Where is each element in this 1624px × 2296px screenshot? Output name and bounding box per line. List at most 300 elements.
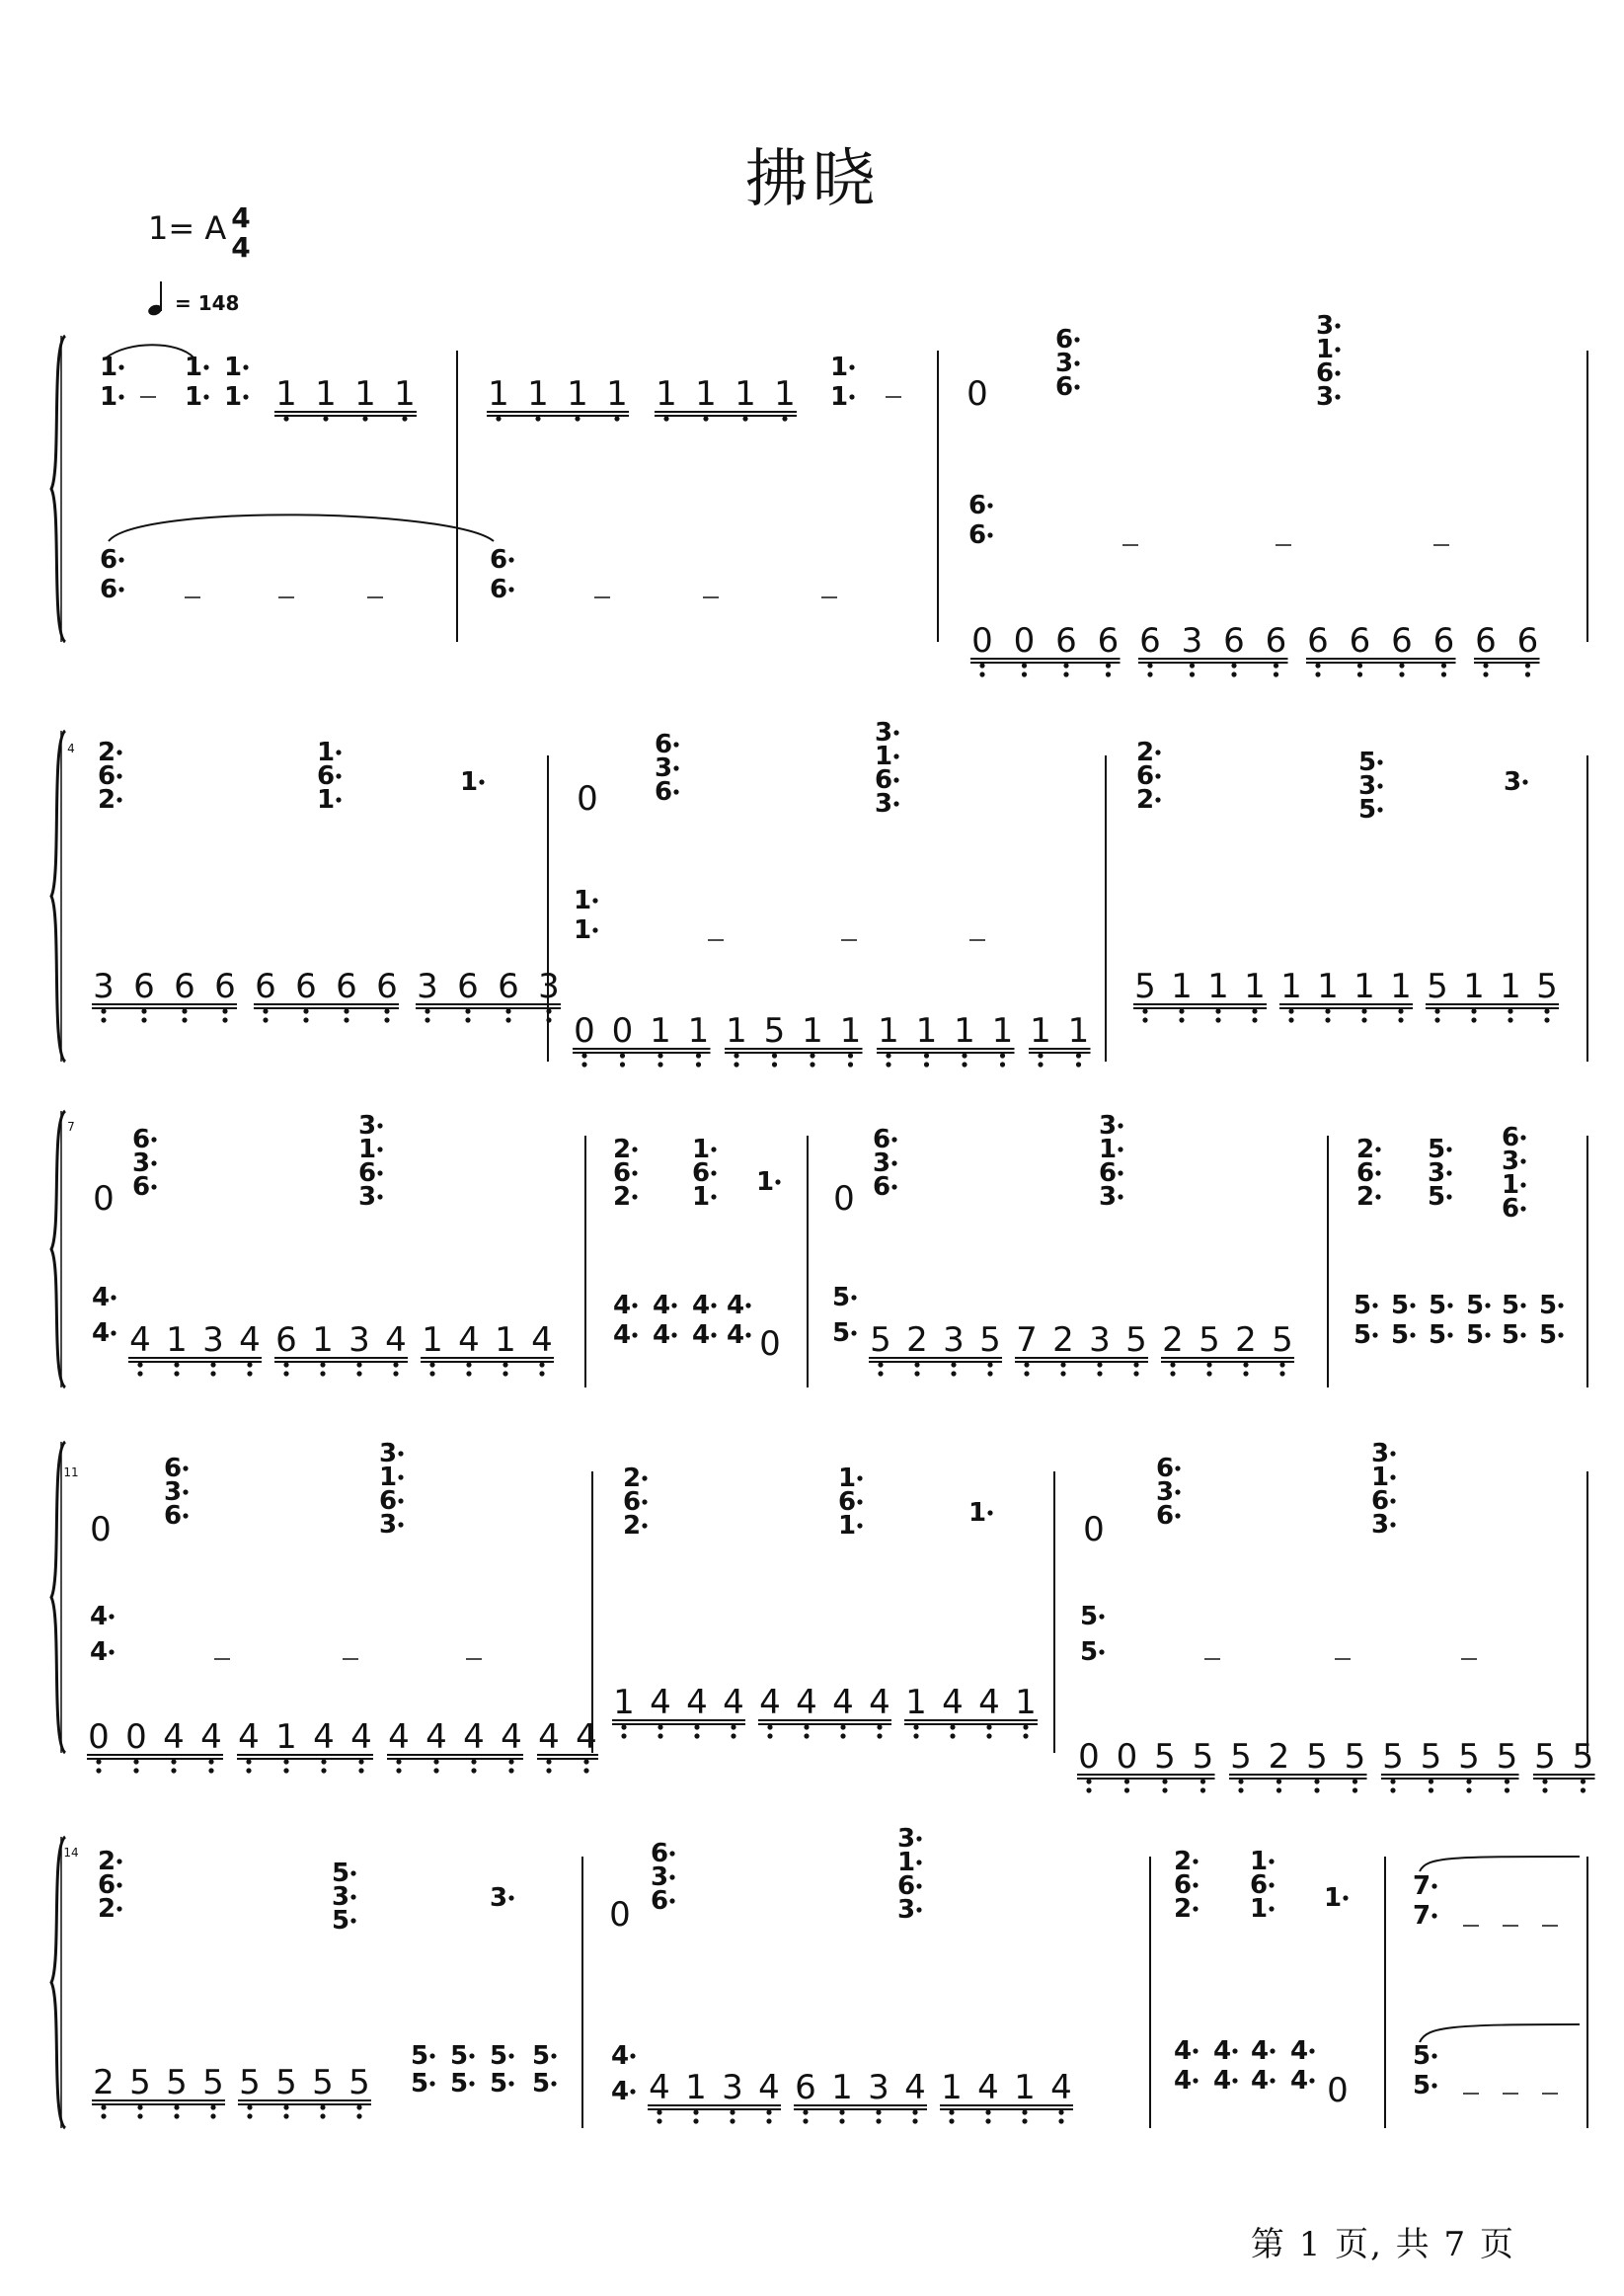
- octave-dot: [1076, 1053, 1081, 1058]
- octave-dot: [782, 416, 787, 421]
- chord-note: 6: [691, 1158, 711, 1188]
- octave-dot: [696, 1053, 701, 1058]
- octave-dot: [1024, 1362, 1029, 1367]
- chord-note: 6: [357, 1158, 377, 1188]
- octave-dot: [1429, 1787, 1433, 1792]
- page-number: 第 1 页, 共 7 页: [1250, 2225, 1515, 2264]
- augmentation-dot: [111, 1330, 116, 1335]
- octave-dot: [1097, 1362, 1102, 1367]
- chord-note: 1: [184, 353, 203, 382]
- chord-note: 6: [1155, 1501, 1175, 1531]
- octave-dot: [1200, 1787, 1205, 1792]
- chord-note: 6: [612, 1158, 632, 1188]
- augmentation-dot: [1232, 2078, 1237, 2083]
- octave-dot: [1434, 1008, 1439, 1013]
- measure-number: 7: [67, 1120, 75, 1134]
- chord-note: 4: [1173, 2036, 1193, 2066]
- octave-dot: [657, 1062, 662, 1067]
- octave-dot: [182, 1008, 187, 1013]
- octave-dot: [1466, 1779, 1471, 1783]
- octave-dot: [1086, 1779, 1091, 1783]
- octave-dot: [425, 1017, 429, 1022]
- octave-dot: [433, 1759, 438, 1764]
- chord-note: 1: [1323, 1883, 1343, 1913]
- chord-note: 1: [316, 785, 336, 815]
- augmentation-dot: [673, 742, 678, 747]
- octave-dot: [575, 416, 580, 421]
- time-signature-top: 4: [231, 201, 251, 234]
- octave-dot: [283, 2113, 288, 2118]
- octave-dot: [433, 1768, 438, 1773]
- octave-dot: [1179, 1017, 1184, 1022]
- augmentation-dot: [1447, 1303, 1452, 1307]
- augmentation-dot: [1390, 1474, 1395, 1479]
- augmentation-dot: [1558, 1332, 1563, 1337]
- jianpu-note: 4: [388, 1717, 410, 1757]
- octave-dot: [321, 1759, 326, 1764]
- octave-dot: [803, 2118, 808, 2123]
- jianpu-note: 5: [1154, 1737, 1176, 1777]
- jianpu-note: 7: [1016, 1320, 1038, 1360]
- octave-dot: [356, 1371, 361, 1376]
- octave-dot: [1063, 672, 1068, 676]
- octave-dot: [539, 1362, 544, 1367]
- jianpu-note: 5: [1536, 967, 1558, 1006]
- jianpu-note: 4: [531, 1320, 553, 1360]
- octave-dot: [402, 416, 407, 421]
- chord-note: 3: [357, 1182, 377, 1212]
- octave-dot: [742, 416, 747, 421]
- chord-note: 6: [97, 1870, 116, 1900]
- augmentation-dot: [336, 773, 341, 778]
- octave-dot: [1441, 663, 1446, 668]
- augmentation-dot: [632, 1303, 637, 1307]
- jianpu-note: 0: [1078, 1737, 1100, 1777]
- augmentation-dot: [116, 773, 121, 778]
- jianpu-note: 3: [943, 1320, 965, 1360]
- augmentation-dot: [151, 1137, 156, 1142]
- octave-dot: [703, 416, 708, 421]
- octave-dot: [694, 1724, 699, 1729]
- octave-dot: [731, 1724, 735, 1729]
- octave-dot: [247, 2104, 252, 2109]
- octave-dot: [101, 2113, 106, 2118]
- jianpu-note: 3: [538, 967, 560, 1006]
- octave-dot: [246, 1759, 251, 1764]
- augmentation-dot: [673, 765, 678, 770]
- jianpu-note: 5: [1382, 1737, 1404, 1777]
- chord-note: 4: [612, 1291, 632, 1320]
- octave-dot: [878, 1362, 883, 1367]
- jianpu-note: 1: [1207, 967, 1229, 1006]
- chord-note: 2: [1355, 1182, 1375, 1212]
- octave-dot: [283, 2104, 288, 2109]
- tie-arc: [1420, 1857, 1580, 1871]
- octave-dot: [539, 1371, 544, 1376]
- measure-number: 4: [67, 742, 75, 755]
- augmentation-dot: [118, 394, 123, 399]
- octave-dot: [503, 1362, 507, 1367]
- jianpu-note: 2: [1162, 1320, 1184, 1360]
- chord-note: 6: [967, 491, 987, 520]
- octave-dot: [1314, 1787, 1319, 1792]
- octave-dot: [663, 416, 668, 421]
- octave-dot: [466, 1362, 471, 1367]
- octave-dot: [303, 1008, 308, 1013]
- chord-note: 1: [1370, 1463, 1390, 1492]
- chord-note: 1: [1501, 1170, 1520, 1200]
- chord-note: 1: [316, 738, 336, 767]
- jianpu-note: 0: [125, 1717, 147, 1757]
- chord-note: 5: [531, 2041, 551, 2071]
- octave-dot: [657, 2118, 661, 2123]
- jianpu-note: 5: [1344, 1737, 1366, 1777]
- octave-dot: [1353, 1779, 1357, 1783]
- augmentation-dot: [118, 364, 123, 369]
- augmentation-dot: [592, 927, 597, 932]
- jianpu-note: 6: [174, 967, 195, 1006]
- augmentation-dot: [669, 1874, 674, 1879]
- octave-dot: [1390, 1787, 1395, 1792]
- augmentation-dot: [508, 2053, 513, 2058]
- octave-dot: [246, 1768, 251, 1773]
- jianpu-note: 4: [385, 1320, 407, 1360]
- jianpu-note: 1: [275, 374, 297, 414]
- augmentation-dot: [775, 1179, 780, 1184]
- octave-dot: [210, 2104, 215, 2109]
- augmentation-dot: [1232, 2048, 1237, 2053]
- chord-note: 5: [1353, 1320, 1372, 1350]
- octave-dot: [362, 416, 367, 421]
- augmentation-dot: [377, 1123, 382, 1128]
- augmentation-dot: [1099, 1614, 1104, 1619]
- augmentation-dot: [1193, 1882, 1198, 1887]
- octave-dot: [1170, 1371, 1175, 1376]
- augmentation-dot: [711, 1147, 716, 1151]
- octave-dot: [1023, 1733, 1028, 1738]
- octave-dot: [886, 1062, 890, 1067]
- augmentation-dot: [1335, 394, 1340, 399]
- chord-note: 3: [654, 753, 673, 783]
- chord-note: 6: [1054, 325, 1074, 355]
- augmentation-dot: [1375, 1170, 1380, 1175]
- augmentation-dot: [851, 1330, 856, 1335]
- octave-dot: [810, 1062, 814, 1067]
- octave-dot: [1361, 1017, 1366, 1022]
- jianpu-note: 3: [93, 967, 115, 1006]
- augmentation-dot: [1175, 1465, 1180, 1470]
- octave-dot: [321, 1768, 326, 1773]
- jianpu-note: 6: [1055, 621, 1077, 661]
- octave-dot: [210, 2113, 215, 2118]
- jianpu-note: 4: [832, 1683, 854, 1722]
- octave-dot: [503, 1371, 507, 1376]
- octave-dot: [1288, 1017, 1293, 1022]
- jianpu-note: 6: [376, 967, 398, 1006]
- octave-dot: [620, 1053, 625, 1058]
- chord-note: 3: [650, 1862, 669, 1892]
- chord-note: 1: [1249, 1847, 1269, 1876]
- octave-dot: [949, 2109, 954, 2114]
- octave-dot: [1399, 663, 1404, 668]
- octave-dot: [1483, 663, 1488, 668]
- jianpu-note: 4: [538, 1717, 560, 1757]
- octave-dot: [1133, 1371, 1138, 1376]
- chord-note: 5: [1412, 2041, 1431, 2071]
- jianpu-note: 1: [656, 374, 677, 414]
- augmentation-dot: [1118, 1123, 1122, 1128]
- augmentation-dot: [508, 557, 513, 562]
- augmentation-dot: [1446, 1170, 1451, 1175]
- chord-note: 1: [1249, 1894, 1269, 1924]
- jianpu-note: 0: [1116, 1737, 1138, 1777]
- octave-dot: [581, 1062, 586, 1067]
- chord-note: 4: [91, 1283, 111, 1312]
- octave-dot: [1023, 1724, 1028, 1729]
- jianpu-note: 1: [735, 374, 756, 414]
- chord-note: 2: [97, 738, 116, 767]
- octave-dot: [320, 2113, 325, 2118]
- octave-dot: [772, 1062, 777, 1067]
- augmentation-dot: [916, 1836, 921, 1841]
- jianpu-note: 1: [1500, 967, 1521, 1006]
- chord-note: 5: [1357, 748, 1377, 777]
- augmentation-dot: [203, 394, 208, 399]
- octave-dot: [283, 1759, 288, 1764]
- octave-dot: [1058, 2109, 1063, 2114]
- octave-dot: [174, 2104, 179, 2109]
- augmentation-dot: [891, 1137, 896, 1142]
- octave-dot: [1276, 1787, 1281, 1792]
- jianpu-note: 1: [1015, 1683, 1037, 1722]
- augmentation-dot: [1155, 773, 1160, 778]
- chord-note: 4: [1173, 2066, 1193, 2096]
- octave-dot: [1086, 1787, 1091, 1792]
- jianpu-note: 1: [422, 1320, 443, 1360]
- chord-note: 4: [610, 2041, 630, 2071]
- augmentation-dot: [632, 1147, 637, 1151]
- octave-dot: [465, 1008, 470, 1013]
- octave-dot: [384, 1008, 389, 1013]
- jianpu-note: 0: [1013, 621, 1036, 661]
- augmentation-dot: [1485, 1332, 1490, 1337]
- augmentation-dot: [1193, 1859, 1198, 1863]
- octave-dot: [1544, 1017, 1549, 1022]
- augmentation-dot: [1558, 1303, 1563, 1307]
- chord-note: 4: [91, 1318, 111, 1348]
- octave-dot: [1058, 2118, 1063, 2123]
- augmentation-dot: [857, 1523, 862, 1528]
- chord-note: 5: [1427, 1135, 1446, 1164]
- chord-note: 2: [1173, 1894, 1193, 1924]
- octave-dot: [1124, 1779, 1129, 1783]
- augmentation-dot: [377, 1194, 382, 1199]
- octave-dot: [1274, 663, 1278, 668]
- augmentation-dot: [849, 394, 854, 399]
- chord-note: 3: [1370, 1439, 1390, 1468]
- octave-dot: [614, 416, 619, 421]
- jianpu-note: 2: [93, 2063, 115, 2102]
- jianpu-note: 1: [878, 1011, 899, 1051]
- jianpu-note: 5: [1272, 1320, 1293, 1360]
- augmentation-dot: [508, 2081, 513, 2086]
- jianpu-note: 6: [1139, 621, 1161, 661]
- octave-dot: [1190, 672, 1195, 676]
- jianpu-note: 1: [1463, 967, 1485, 1006]
- chord-note: 5: [1538, 1320, 1558, 1350]
- octave-dot: [247, 1371, 252, 1376]
- chord-note: 3: [489, 1883, 508, 1913]
- chord-note: 5: [1465, 1320, 1485, 1350]
- jianpu-note: 1: [991, 1011, 1014, 1051]
- octave-dot: [950, 1733, 955, 1738]
- chord-note: 5: [1427, 1182, 1446, 1212]
- augmentation-dot: [1390, 1498, 1395, 1503]
- augmentation-dot: [987, 503, 992, 508]
- jianpu-note: 1: [905, 1683, 927, 1722]
- jianpu-note: 4: [1050, 2068, 1072, 2107]
- jianpu-note: 4: [501, 1717, 522, 1757]
- augmentation-dot: [1269, 1906, 1274, 1911]
- octave-dot: [508, 1768, 513, 1773]
- octave-dot: [393, 1371, 398, 1376]
- chord-note: 3: [1503, 767, 1522, 797]
- augmentation-dot: [183, 1465, 188, 1470]
- augmentation-dot: [1375, 1194, 1380, 1199]
- octave-dot: [546, 1768, 551, 1773]
- octave-dot: [839, 2118, 844, 2123]
- chord-note: 6: [650, 1839, 669, 1868]
- augmentation-dot: [116, 1859, 121, 1863]
- augmentation-dot: [243, 364, 248, 369]
- rest-zero: 0: [609, 1895, 631, 1935]
- chord-note: 4: [1289, 2036, 1309, 2066]
- rest-zero: 0: [90, 1510, 112, 1549]
- chord-note: 6: [837, 1487, 857, 1517]
- augmentation-dot: [1175, 1513, 1180, 1518]
- octave-dot: [283, 1371, 288, 1376]
- chord-note: 4: [1250, 2036, 1270, 2066]
- chord-note: 6: [489, 545, 508, 575]
- rest-zero: 0: [1083, 1510, 1105, 1549]
- octave-dot: [1315, 672, 1320, 676]
- octave-dot: [465, 1017, 470, 1022]
- chord-note: 2: [1173, 1847, 1193, 1876]
- chord-note: 2: [612, 1182, 632, 1212]
- augmentation-dot: [632, 1194, 637, 1199]
- augmentation-dot: [592, 898, 597, 903]
- chord-note: 5: [489, 2069, 508, 2098]
- augmentation-dot: [116, 1906, 121, 1911]
- augmentation-dot: [1155, 797, 1160, 802]
- augmentation-dot: [350, 1894, 355, 1899]
- jianpu-note: 5: [348, 2063, 370, 2102]
- octave-dot: [581, 1053, 586, 1058]
- octave-dot: [1179, 1008, 1184, 1013]
- octave-dot: [657, 1733, 662, 1738]
- octave-dot: [962, 1053, 967, 1058]
- augmentation-dot: [1377, 783, 1382, 788]
- octave-dot: [1325, 1008, 1330, 1013]
- octave-dot: [876, 2109, 881, 2114]
- augmentation-dot: [377, 1147, 382, 1151]
- chord-note: 3: [163, 1477, 183, 1507]
- octave-dot: [303, 1017, 308, 1022]
- augmentation-dot: [1335, 347, 1340, 352]
- octave-dot: [848, 1053, 853, 1058]
- augmentation-dot: [671, 1303, 676, 1307]
- jianpu-note: 1: [488, 374, 509, 414]
- rest-zero: 0: [93, 1179, 115, 1219]
- jianpu-note: 4: [758, 2068, 780, 2107]
- jianpu-note: 1: [567, 374, 588, 414]
- chord-note: 3: [1098, 1111, 1118, 1141]
- rest-zero: 0: [833, 1179, 855, 1219]
- chord-note: 5: [1428, 1291, 1447, 1320]
- chord-note: 3: [378, 1439, 398, 1468]
- chord-note: 1: [459, 767, 479, 797]
- chord-note: 3: [1098, 1182, 1118, 1212]
- octave-dot: [471, 1768, 476, 1773]
- jianpu-note: 6: [336, 967, 357, 1006]
- augmentation-dot: [350, 1870, 355, 1875]
- octave-dot: [247, 1362, 252, 1367]
- augmentation-dot: [745, 1303, 750, 1307]
- jianpu-note: 4: [425, 1717, 447, 1757]
- augmentation-dot: [711, 1332, 716, 1337]
- octave-dot: [137, 2113, 142, 2118]
- octave-dot: [1124, 1787, 1129, 1792]
- octave-dot: [323, 416, 328, 421]
- octave-dot: [1162, 1787, 1167, 1792]
- augmentation-dot: [1193, 2048, 1198, 2053]
- octave-dot: [208, 1759, 213, 1764]
- augmentation-dot: [1193, 2078, 1198, 2083]
- jianpu-note: 3: [348, 1320, 370, 1360]
- chord-note: 1: [829, 382, 849, 412]
- grand-staff-brace: [51, 1111, 65, 1387]
- jianpu-note: 6: [795, 2068, 816, 2107]
- octave-dot: [1060, 1371, 1065, 1376]
- jianpu-note: 6: [1307, 621, 1329, 661]
- octave-dot: [1097, 1371, 1102, 1376]
- jianpu-note: 3: [868, 2068, 889, 2107]
- octave-dot: [344, 1008, 348, 1013]
- rest-zero: 0: [759, 1324, 781, 1364]
- octave-dot: [1000, 1053, 1005, 1058]
- octave-dot: [137, 1362, 142, 1367]
- augmentation-dot: [630, 2089, 635, 2094]
- chord-note: 2: [1135, 785, 1155, 815]
- jianpu-note: 5: [275, 2063, 297, 2102]
- rest-zero: 0: [967, 374, 988, 414]
- octave-dot: [546, 1759, 551, 1764]
- augmentation-dot: [857, 1475, 862, 1480]
- jianpu-note: 4: [942, 1683, 964, 1722]
- chord-note: 3: [896, 1895, 916, 1925]
- jianpu-note: 6: [214, 967, 236, 1006]
- octave-dot: [356, 2113, 361, 2118]
- chord-note: 5: [331, 1859, 350, 1888]
- augmentation-dot: [398, 1451, 403, 1456]
- augmentation-dot: [671, 1332, 676, 1337]
- octave-dot: [1206, 1371, 1211, 1376]
- jianpu-note: 0: [574, 1011, 595, 1051]
- augmentation-dot: [508, 587, 513, 592]
- chord-note: 5: [1538, 1291, 1558, 1320]
- octave-dot: [222, 1008, 227, 1013]
- chord-note: 6: [378, 1486, 398, 1516]
